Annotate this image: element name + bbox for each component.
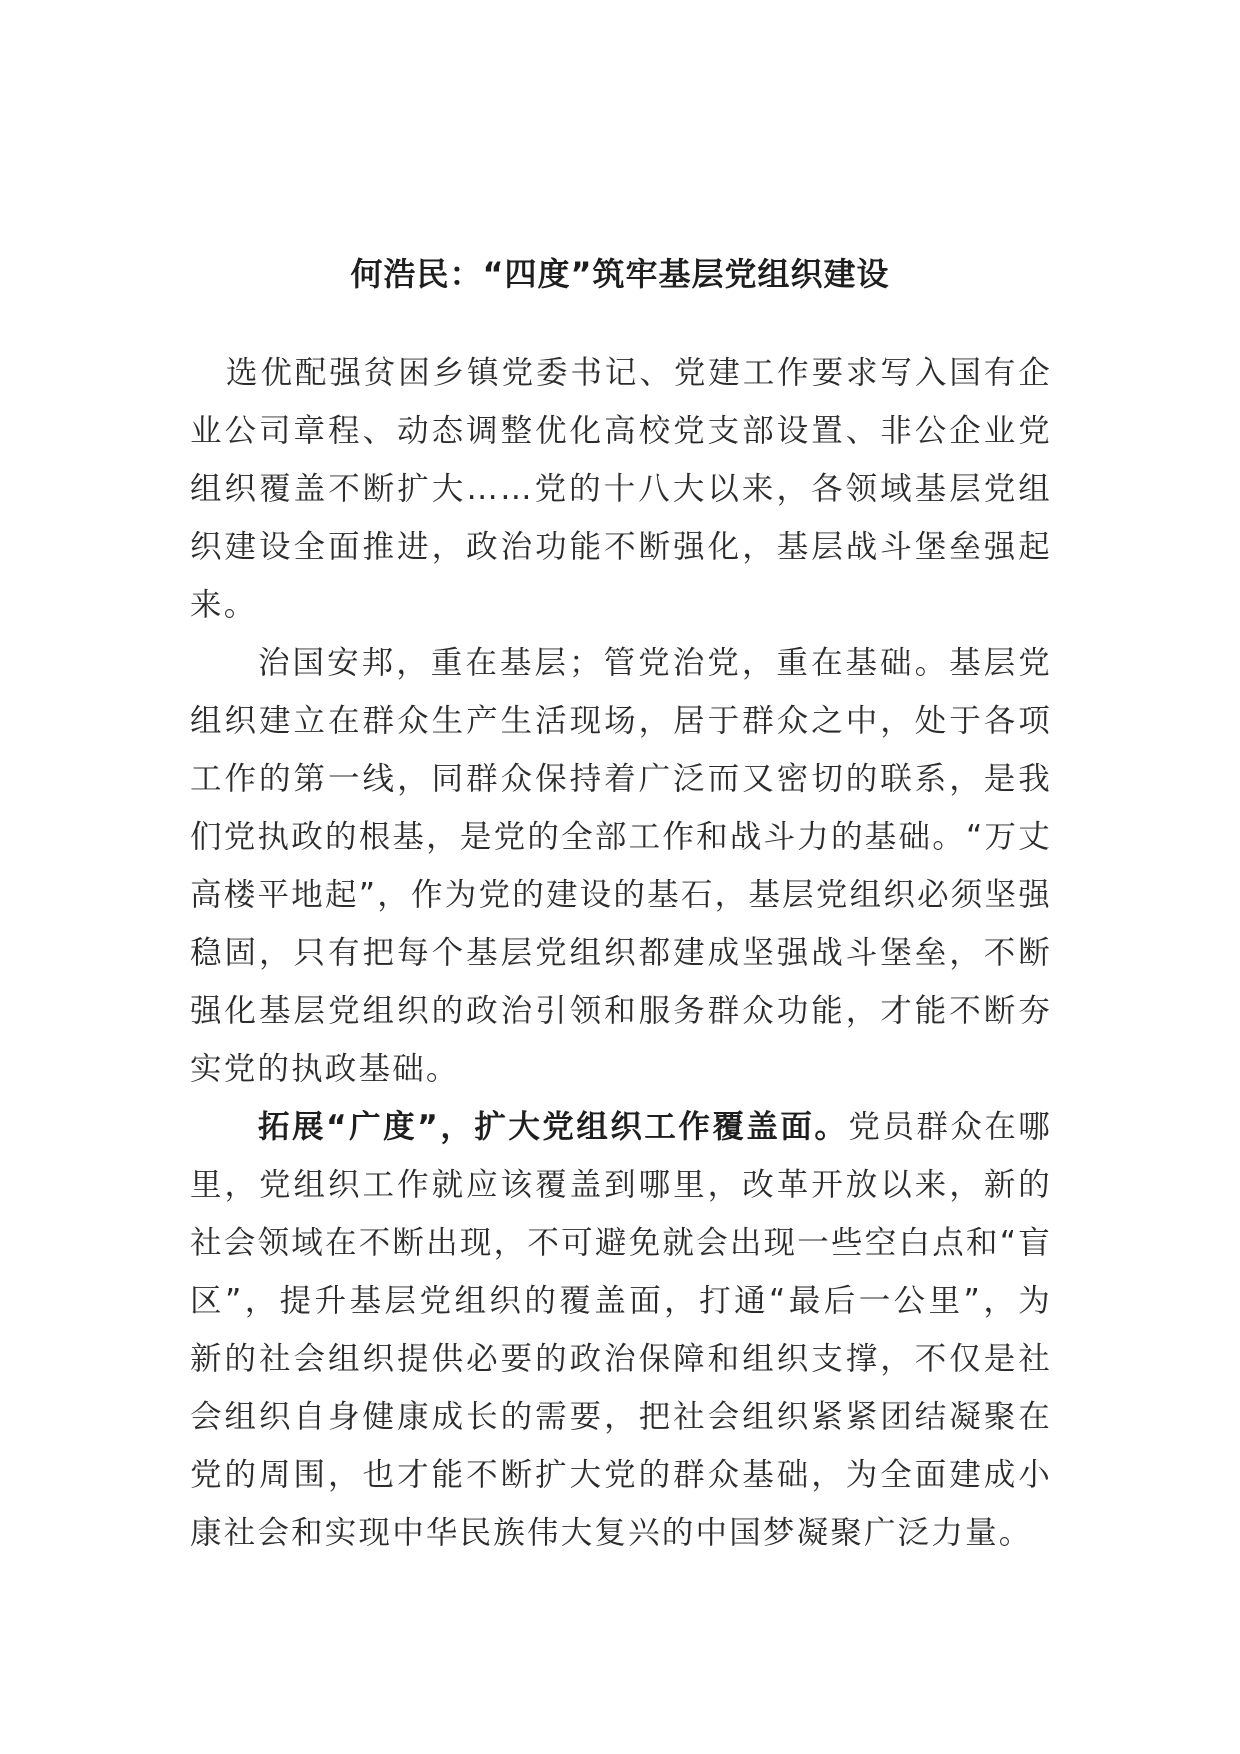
paragraph-2: [190, 634, 1052, 1098]
paragraph-3: [190, 1098, 1052, 1562]
paragraph-text: 选优配强贫困乡镇党委书记、党建工作要求写入国有企业公司章程、动态调整优化高校党支部设置、非公企业党组织覆盖不断扩大……党的十八大以来，各领域基层党组织建设全面推进，政治功能不断强化，基层战斗堡垒强起来。: [190, 355, 1052, 623]
document-title: 何浩民：“四度”筑牢基层党组织建设: [350, 255, 890, 293]
paragraph-text: 治国安邦，重在基层；管党治党，重在基础。基层党组织建立在群众生产生活现场，居于群众之中，处于各项工作的第一线，同群众保持着广泛而又密切的联系，是我们党执政的根基，是党的全部工作和战斗力的基础。“万丈高楼平地起”，作为党的建设的基石，基层党组织必须坚强稳固，只有把每个基层党组织都建成坚强战斗堡垒，不断强化基层党组织的政治引领和服务群众功能，才能不断夯实党的执政基础。: [190, 645, 1052, 1087]
document-body: [190, 344, 1052, 1562]
paragraph-lead-heading: 拓展“广度”，扩大党组织工作覆盖面。: [258, 1109, 849, 1145]
paragraph-1: [190, 344, 1052, 634]
paragraph-text: 党员群众在哪里，党组织工作就应该覆盖到哪里，改革开放以来，新的社会领域在不断出现，不可避免就会出现一些空白点和“盲区”，提升基层党组织的覆盖面，打通“最后一公里”，为新的社会组织提供必要的政治保障和组织支撑，不仅是社会组织自身健康成长的需要，把社会组织紧紧团结凝聚在党的周围，也才能不断扩大党的群众基础，为全面建成小康社会和实现中华民族伟大复兴的中国梦凝聚广泛力量。: [190, 1109, 1053, 1551]
